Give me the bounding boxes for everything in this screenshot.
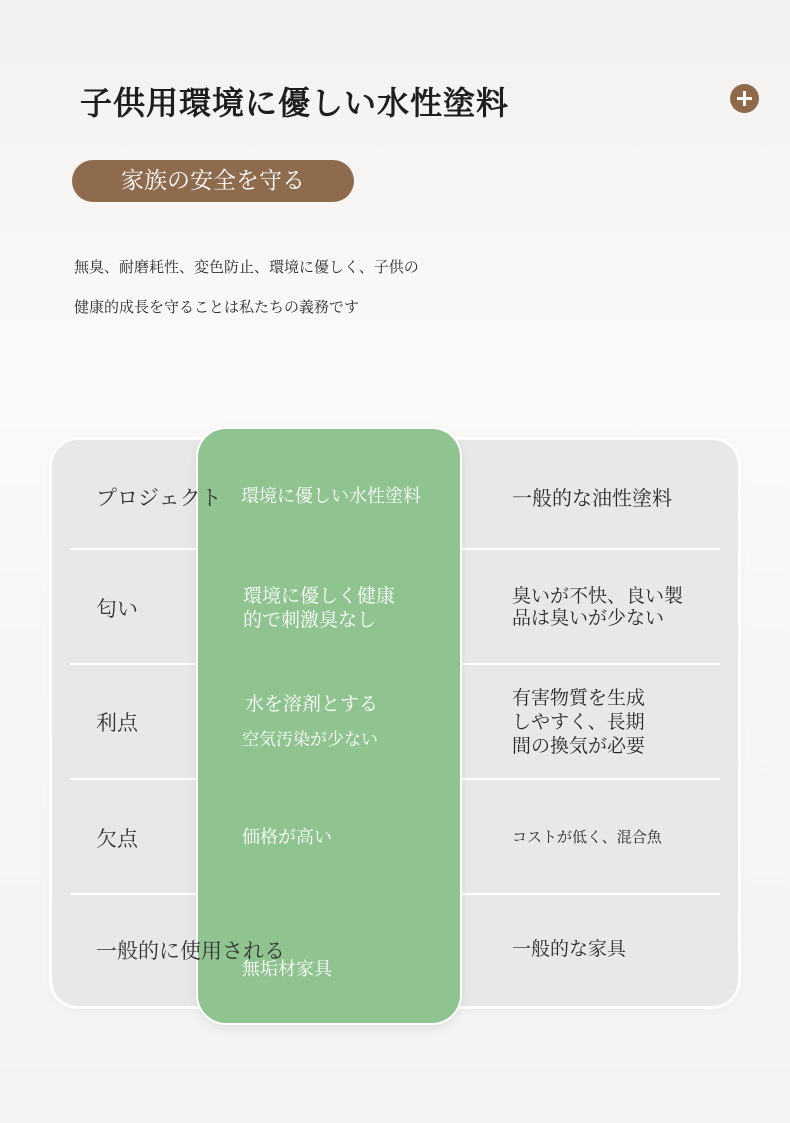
row-label: 匂い [96,597,138,621]
row-label: 一般的に使用される [96,939,285,963]
page-title: 子供用環境に優しい水性塗料 [80,84,510,122]
row-oil-line: 一般的な家具 [512,938,627,960]
row-eco-line: 環境に優しく健康 [243,585,396,607]
row-oil-line: しやすく、長期 [512,711,645,733]
row-eco-line: 価格が高い [242,827,332,848]
row-label: 欠点 [96,827,138,851]
description-line-2: 健康的成長を守ることは私たちの義務です [74,298,360,316]
row-oil-line: 間の換気が必要 [512,735,646,757]
row-eco-line: 無垢材家具 [242,959,332,980]
row-oil-line: 品は臭いが少ない [512,607,665,629]
header-eco: 環境に優しい水性塗料 [241,486,421,507]
row-eco-line: 的で刺激臭なし [243,609,377,631]
row-oil-line: コストが低く、混合魚 [512,828,662,846]
row-oil-line: 有害物質を生成 [512,687,646,709]
row-eco-line: 水を溶剤とする [245,693,379,715]
header-oil: 一般的な油性塗料 [512,486,672,510]
row-label: 利点 [96,711,138,735]
expand-button[interactable] [730,84,759,113]
plus-icon [737,91,752,106]
description-line-1: 無臭、耐磨耗性、変色防止、環境に優しく、子供の [74,258,419,276]
section-tag: 家族の安全を守る [72,160,354,202]
row-oil-line: 臭いが不快、良い製 [512,585,684,607]
row-eco-line: 空気汚染が少ない [242,730,378,750]
header-label: プロジェクト [96,486,222,510]
highlight-column [198,429,460,1023]
